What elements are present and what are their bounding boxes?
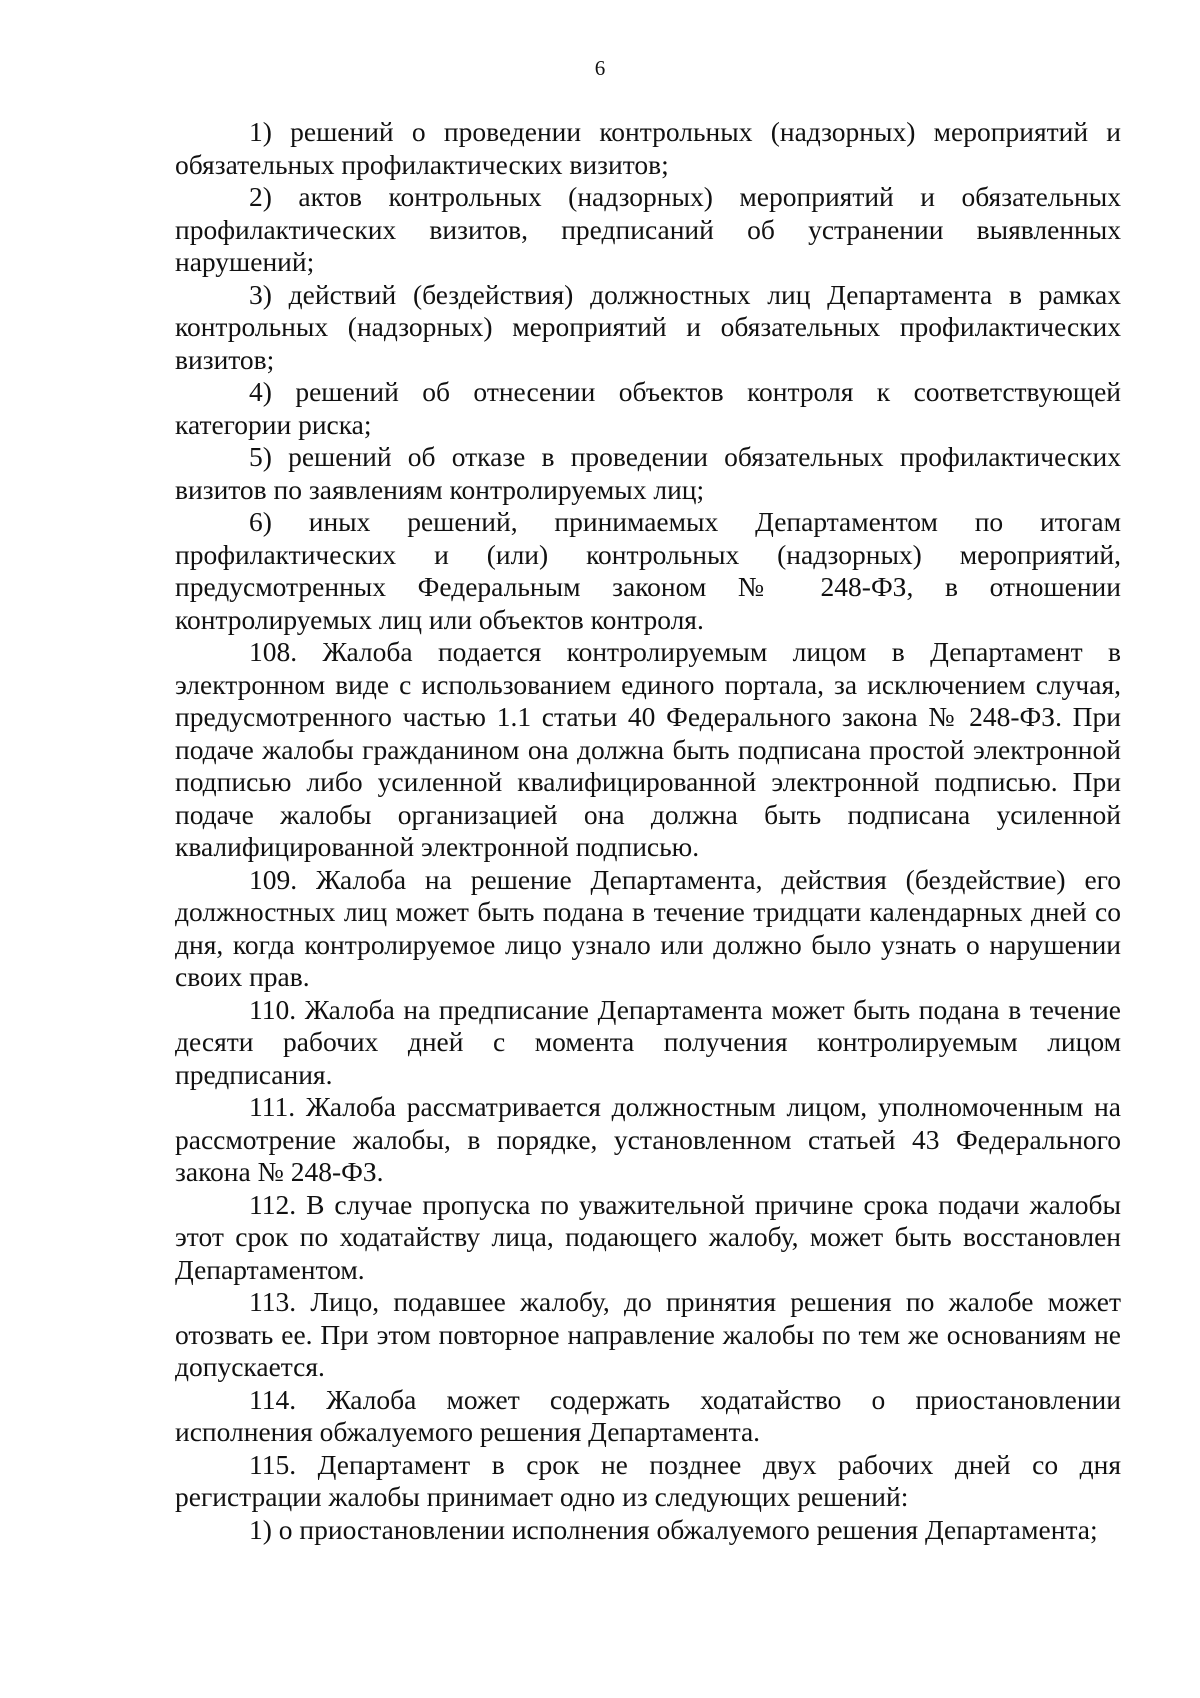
paragraph-113: 113. Лицо, подавшее жалобу, до принятия решения по жалобе может отозвать ее. При этом повторное направление жалобы по тем же основаниям не допускается. bbox=[175, 1286, 1121, 1382]
paragraph-111: 111. Жалоба рассматривается должностным лицом, уполномоченным на рассмотрение жалобы, в порядке, установленном статьей 43 Федерального закона № 248-ФЗ. bbox=[175, 1091, 1121, 1187]
paragraph-110: 110. Жалоба на предписание Департамента может быть подана в течение десяти рабочих дней с момента получения контролируемым лицом предписания. bbox=[175, 993, 1121, 1090]
paragraph-109: 109. Жалоба на решение Департамента, действия (бездействие) его должностных лиц может быть подана в течение тридцати календарных дней со дня, когда контролируемое лицо узнало или должно было узнать о нарушении своих прав. bbox=[175, 863, 1121, 992]
paragraph-item-6-other-decisions: 6) иных решений, принимаемых Департаментом по итогам профилактических и (или) контрольных (надзорных) мероприятий, предусмотренных Федеральным законом № 248-ФЗ, в отношении контролируемых лиц или объектов контроля. bbox=[175, 506, 1121, 635]
document-body bbox=[175, 116, 1121, 1546]
paragraph-115: 115. Департамент в срок не позднее двух рабочих дней со дня регистрации жалобы принимает одно из следующих решений: bbox=[175, 1448, 1121, 1512]
paragraph-114: 114. Жалоба может содержать ходатайство о приостановлении исполнения обжалуемого решения Департамента. bbox=[175, 1383, 1121, 1447]
paragraph-item-3-actions-of-officials: 3) действий (бездействия) должностных лиц Департамента в рамках контрольных (надзорных) мероприятий и обязательных профилактических визитов; bbox=[175, 278, 1121, 375]
paragraph-item-5-refusal-decisions: 5) решений об отказе в проведении обязательных профилактических визитов по заявлениям контролируемых лиц; bbox=[175, 441, 1121, 505]
paragraph-item-1-decisions-on-events: 1) решений о проведении контрольных (надзорных) мероприятий и обязательных профилактических визитов; bbox=[175, 116, 1121, 180]
paragraph-108: 108. Жалоба подается контролируемым лицом в Департамент в электронном виде с использованием единого портала, за исключением случая, предусмотренного частью 1.1 статьи 40 Федерального закона № 248-ФЗ. При подаче жалобы гражданином она должна быть подписана простой электронной подписью либо усиленной квалифицированной электронной подписью. При подаче жалобы организацией она должна быть подписана усиленной квалифицированной электронной подписью. bbox=[175, 636, 1121, 862]
page-number: 6 bbox=[594, 56, 606, 80]
paragraph-115-item-1: 1) о приостановлении исполнения обжалуемого решения Департамента; bbox=[249, 1513, 1098, 1545]
paragraph-item-4-risk-category: 4) решений об отнесении объектов контроля к соответствующей категории риска; bbox=[175, 376, 1121, 440]
paragraph-item-2-acts-and-orders: 2) актов контрольных (надзорных) мероприятий и обязательных профилактических визитов, предписаний об устранении выявленных нарушений; bbox=[175, 181, 1121, 277]
paragraph-112: 112. В случае пропуска по уважительной причине срока подачи жалобы этот срок по ходатайству лица, подающего жалобу, может быть восстановлен Департаментом. bbox=[175, 1188, 1121, 1285]
